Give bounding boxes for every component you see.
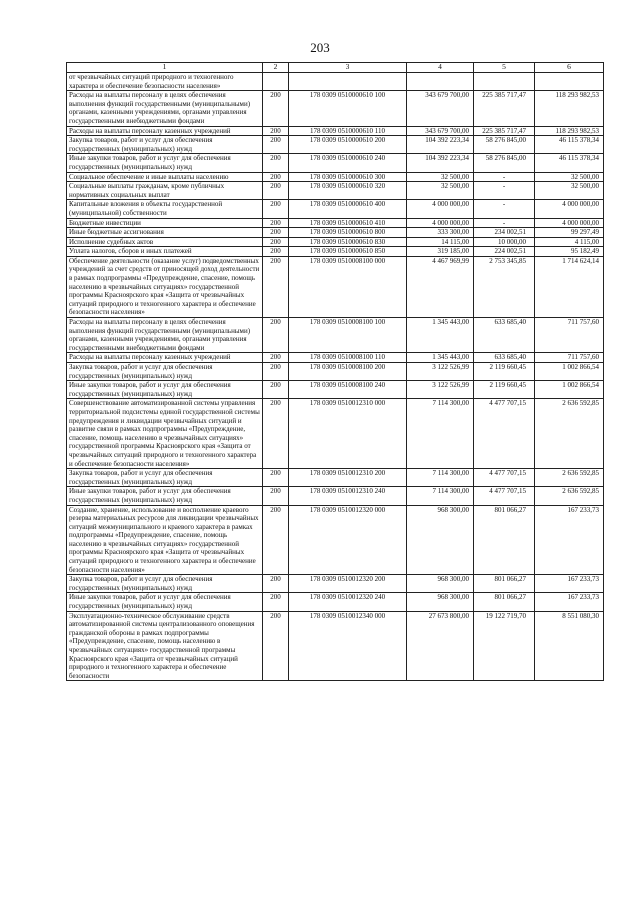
row-fact-amount: - xyxy=(474,172,535,182)
row-rest-amount: 1 002 866,54 xyxy=(535,381,604,399)
row-grbs-cell: 200 xyxy=(263,237,289,247)
row-plan-amount: 319 185,00 xyxy=(407,247,474,257)
row-code-cell: 178 0309 0510000610 110 xyxy=(289,126,407,136)
row-grbs-cell: 200 xyxy=(263,469,289,487)
row-grbs-cell: 200 xyxy=(263,172,289,182)
row-grbs-cell: 200 xyxy=(263,182,289,200)
table-row xyxy=(67,611,604,681)
row-code-cell: 178 0309 0510008100 200 xyxy=(289,363,407,381)
row-plan-amount: 27 673 800,00 xyxy=(407,611,474,681)
row-grbs-cell: 200 xyxy=(263,318,289,353)
row-code-cell: 178 0309 0510012320 200 xyxy=(289,575,407,593)
table-row xyxy=(67,353,604,363)
row-code-cell: 178 0309 0510012320 240 xyxy=(289,593,407,611)
row-plan-amount: 343 679 700,00 xyxy=(407,91,474,126)
row-grbs-cell: 200 xyxy=(263,256,289,317)
row-rest-amount: 32 500,00 xyxy=(535,172,604,182)
row-name-cell: Обеспечение деятельности (оказание услуг) подведомственных учреждений за счет средств от приносящей доход деятельности в рамках подпрограммы «Предупреждение, спасение, помощь населению в чрезвычайных ситуациях» государственной программы Красноярского края «Защита от чрезвычайных ситуаций природного и техногенного характера и обеспечение безопасности населения» xyxy=(67,256,263,317)
row-rest-amount: 46 115 378,34 xyxy=(535,136,604,154)
row-name-cell: от чрезвычайных ситуаций природного и техногенного характера и обеспечение безопасности населения» xyxy=(67,73,263,91)
row-rest-amount xyxy=(535,73,604,91)
row-name-cell: Иные закупки товаров, работ и услуг для обеспечения государственных (муниципальных) нужд xyxy=(67,154,263,172)
table-row xyxy=(67,381,604,399)
row-fact-amount: 633 685,40 xyxy=(474,318,535,353)
table-row xyxy=(67,200,604,218)
row-code-cell: 178 0309 0510012320 000 xyxy=(289,505,407,575)
row-rest-amount: 4 115,00 xyxy=(535,237,604,247)
row-fact-amount: - xyxy=(474,182,535,200)
table-row xyxy=(67,237,604,247)
row-name-cell: Эксплуатационно-техническое обслуживание средств автоматизированной системы централизованного оповещения гражданской обороны в рамках подпрограммы «Предупреждение, спасение, помощь населению в чрезвычайных ситуациях» государственной программы Красноярского края «Защита от чрезвычайных ситуаций природного и техногенного характера и обеспечение безопасности xyxy=(67,611,263,681)
row-grbs-cell: 200 xyxy=(263,136,289,154)
row-plan-amount: 1 345 443,00 xyxy=(407,318,474,353)
row-grbs-cell: 200 xyxy=(263,593,289,611)
row-grbs-cell: 200 xyxy=(263,126,289,136)
table-row xyxy=(67,505,604,575)
row-plan-amount: 4 000 000,00 xyxy=(407,200,474,218)
table-row xyxy=(67,593,604,611)
row-plan-amount: 968 300,00 xyxy=(407,593,474,611)
row-fact-amount: 225 385 717,47 xyxy=(474,126,535,136)
row-grbs-cell: 200 xyxy=(263,363,289,381)
row-plan-amount: 343 679 700,00 xyxy=(407,126,474,136)
row-plan-amount: 7 114 300,00 xyxy=(407,399,474,469)
row-name-cell: Иные закупки товаров, работ и услуг для обеспечения государственных (муниципальных) нужд xyxy=(67,593,263,611)
row-grbs-cell: 200 xyxy=(263,228,289,238)
row-fact-amount: 224 002,51 xyxy=(474,247,535,257)
table-row xyxy=(67,228,604,238)
row-name-cell: Расходы на выплаты персоналу казенных учреждений xyxy=(67,353,263,363)
row-plan-amount: 1 345 443,00 xyxy=(407,353,474,363)
row-grbs-cell: 200 xyxy=(263,247,289,257)
row-code-cell: 178 0309 0510000610 800 xyxy=(289,228,407,238)
row-code-cell: 178 0309 0510008100 110 xyxy=(289,353,407,363)
row-name-cell: Социальные выплаты гражданам, кроме публичных нормативных социальных выплат xyxy=(67,182,263,200)
row-fact-amount xyxy=(474,73,535,91)
row-grbs-cell: 200 xyxy=(263,91,289,126)
row-fact-amount: 2 119 660,45 xyxy=(474,363,535,381)
row-code-cell: 178 0309 0510012340 000 xyxy=(289,611,407,681)
table-row xyxy=(67,182,604,200)
table-row xyxy=(67,363,604,381)
row-name-cell: Закупка товаров, работ и услуг для обеспечения государственных (муниципальных) нужд xyxy=(67,363,263,381)
row-grbs-cell: 200 xyxy=(263,611,289,681)
table-row xyxy=(67,256,604,317)
row-rest-amount: 95 182,49 xyxy=(535,247,604,257)
row-code-cell: 178 0309 0510012310 200 xyxy=(289,469,407,487)
row-fact-amount: 58 276 845,00 xyxy=(474,154,535,172)
row-code-cell: 178 0309 0510000610 320 xyxy=(289,182,407,200)
row-fact-amount: - xyxy=(474,218,535,228)
row-fact-amount: 10 000,00 xyxy=(474,237,535,247)
row-fact-amount: 4 477 707,15 xyxy=(474,469,535,487)
row-fact-amount: - xyxy=(474,200,535,218)
table-row xyxy=(67,399,604,469)
row-plan-amount: 14 115,00 xyxy=(407,237,474,247)
row-plan-amount: 3 122 526,99 xyxy=(407,381,474,399)
row-fact-amount: 2 119 660,45 xyxy=(474,381,535,399)
row-fact-amount: 58 276 845,00 xyxy=(474,136,535,154)
row-grbs-cell: 200 xyxy=(263,154,289,172)
table-row xyxy=(67,487,604,505)
column-header: 5 xyxy=(474,63,535,73)
row-plan-amount: 32 500,00 xyxy=(407,172,474,182)
column-header: 2 xyxy=(263,63,289,73)
row-name-cell: Закупка товаров, работ и услуг для обеспечения государственных (муниципальных) нужд xyxy=(67,136,263,154)
row-rest-amount: 711 757,60 xyxy=(535,353,604,363)
row-rest-amount: 32 500,00 xyxy=(535,182,604,200)
table-row xyxy=(67,91,604,126)
row-fact-amount: 4 477 707,15 xyxy=(474,487,535,505)
table-row xyxy=(67,218,604,228)
column-header: 4 xyxy=(407,63,474,73)
row-code-cell: 178 0309 0510000610 300 xyxy=(289,172,407,182)
table-row xyxy=(67,318,604,353)
row-name-cell: Совершенствование автоматизированной системы управления территориальной подсистемы единой государственной системы предупреждения и ликвидации чрезвычайных ситуаций и развитие связи в рамках подпрограммы «Предупреждение, спасение, помощь населению в чрезвычайных ситуациях» государственной программы Красноярского края «Защита от чрезвычайных ситуаций природного и техногенного характера и обеспечение безопасности населения» xyxy=(67,399,263,469)
row-name-cell: Иные бюджетные ассигнования xyxy=(67,228,263,238)
table-row xyxy=(67,469,604,487)
table-row xyxy=(67,575,604,593)
row-code-cell: 178 0309 0510000610 400 xyxy=(289,200,407,218)
row-grbs-cell: 200 xyxy=(263,381,289,399)
row-plan-amount: 4 467 969,99 xyxy=(407,256,474,317)
row-fact-amount: 801 066,27 xyxy=(474,575,535,593)
row-code-cell: 178 0309 0510008100 000 xyxy=(289,256,407,317)
row-rest-amount: 167 233,73 xyxy=(535,593,604,611)
table-row xyxy=(67,136,604,154)
row-rest-amount: 711 757,60 xyxy=(535,318,604,353)
column-header: 6 xyxy=(535,63,604,73)
budget-execution-table xyxy=(66,62,604,681)
row-code-cell xyxy=(289,73,407,91)
table-row xyxy=(67,154,604,172)
row-code-cell: 178 0309 0510008100 240 xyxy=(289,381,407,399)
row-grbs-cell: 200 xyxy=(263,399,289,469)
row-plan-amount: 104 392 223,34 xyxy=(407,154,474,172)
row-rest-amount: 8 551 080,30 xyxy=(535,611,604,681)
row-grbs-cell: 200 xyxy=(263,575,289,593)
row-fact-amount: 801 066,27 xyxy=(474,505,535,575)
column-header: 3 xyxy=(289,63,407,73)
row-rest-amount: 167 233,73 xyxy=(535,505,604,575)
row-rest-amount: 4 000 000,00 xyxy=(535,200,604,218)
row-grbs-cell: 200 xyxy=(263,353,289,363)
row-fact-amount: 234 002,51 xyxy=(474,228,535,238)
row-rest-amount: 4 000 000,00 xyxy=(535,218,604,228)
table-row xyxy=(67,126,604,136)
row-fact-amount: 2 753 345,85 xyxy=(474,256,535,317)
table-row xyxy=(67,73,604,91)
row-code-cell: 178 0309 0510000610 200 xyxy=(289,136,407,154)
row-plan-amount xyxy=(407,73,474,91)
row-grbs-cell xyxy=(263,73,289,91)
row-code-cell: 178 0309 0510000610 410 xyxy=(289,218,407,228)
row-name-cell: Бюджетные инвестиции xyxy=(67,218,263,228)
row-name-cell: Расходы на выплаты персоналу казенных учреждений xyxy=(67,126,263,136)
row-name-cell: Исполнение судебных актов xyxy=(67,237,263,247)
row-name-cell: Создание, хранение, использование и восполнение краевого резерва материальных ресурсов для ликвидации чрезвычайных ситуаций межмуниципального и краевого характера в рамках подпрограммы «Предупреждение, спасение, помощь населению в чрезвычайных ситуациях» государственной программы Красноярского края «Защита от чрезвычайных ситуаций природного и техногенного характера и обеспечение безопасности населения» xyxy=(67,505,263,575)
row-code-cell: 178 0309 0510000610 100 xyxy=(289,91,407,126)
row-fact-amount: 633 685,40 xyxy=(474,353,535,363)
row-rest-amount: 46 115 378,34 xyxy=(535,154,604,172)
row-code-cell: 178 0309 0510008100 100 xyxy=(289,318,407,353)
row-fact-amount: 4 477 707,15 xyxy=(474,399,535,469)
row-plan-amount: 968 300,00 xyxy=(407,575,474,593)
row-name-cell: Социальное обеспечение и иные выплаты населению xyxy=(67,172,263,182)
row-rest-amount: 99 297,49 xyxy=(535,228,604,238)
row-plan-amount: 32 500,00 xyxy=(407,182,474,200)
row-plan-amount: 7 114 300,00 xyxy=(407,469,474,487)
row-rest-amount: 1 714 624,14 xyxy=(535,256,604,317)
row-rest-amount: 2 636 592,85 xyxy=(535,399,604,469)
row-plan-amount: 4 000 000,00 xyxy=(407,218,474,228)
row-rest-amount: 118 293 982,53 xyxy=(535,91,604,126)
row-grbs-cell: 200 xyxy=(263,218,289,228)
row-rest-amount: 2 636 592,85 xyxy=(535,487,604,505)
row-name-cell: Закупка товаров, работ и услуг для обеспечения государственных (муниципальных) нужд xyxy=(67,469,263,487)
row-plan-amount: 333 300,00 xyxy=(407,228,474,238)
row-name-cell: Капитальные вложения в объекты государственной (муниципальной) собственности xyxy=(67,200,263,218)
row-fact-amount: 801 066,27 xyxy=(474,593,535,611)
row-code-cell: 178 0309 0510012310 240 xyxy=(289,487,407,505)
row-grbs-cell: 200 xyxy=(263,200,289,218)
row-rest-amount: 118 293 982,53 xyxy=(535,126,604,136)
row-rest-amount: 1 002 866,54 xyxy=(535,363,604,381)
row-rest-amount: 167 233,73 xyxy=(535,575,604,593)
row-plan-amount: 3 122 526,99 xyxy=(407,363,474,381)
row-name-cell: Уплата налогов, сборов и иных платежей xyxy=(67,247,263,257)
row-grbs-cell: 200 xyxy=(263,505,289,575)
row-grbs-cell: 200 xyxy=(263,487,289,505)
row-plan-amount: 7 114 300,00 xyxy=(407,487,474,505)
table-header-row xyxy=(67,63,604,73)
row-name-cell: Расходы на выплаты персоналу в целях обеспечения выполнения функций государственными (муниципальными) органами, казенными учреждениями, органами управления государственными внебюджетными фондами xyxy=(67,318,263,353)
row-name-cell: Расходы на выплаты персоналу в целях обеспечения выполнения функций государственными (муниципальными) органами, казенными учреждениями, органами управления государственными внебюджетными фондами xyxy=(67,91,263,126)
row-code-cell: 178 0309 0510000610 240 xyxy=(289,154,407,172)
row-name-cell: Иные закупки товаров, работ и услуг для обеспечения государственных (муниципальных) нужд xyxy=(67,487,263,505)
table-body xyxy=(67,73,604,681)
page-number: 203 xyxy=(310,40,330,55)
row-plan-amount: 968 300,00 xyxy=(407,505,474,575)
row-fact-amount: 19 122 719,70 xyxy=(474,611,535,681)
table-row xyxy=(67,172,604,182)
row-plan-amount: 104 392 223,34 xyxy=(407,136,474,154)
row-code-cell: 178 0309 0510000610 850 xyxy=(289,247,407,257)
row-name-cell: Закупка товаров, работ и услуг для обеспечения государственных (муниципальных) нужд xyxy=(67,575,263,593)
row-rest-amount: 2 636 592,85 xyxy=(535,469,604,487)
column-header: 1 xyxy=(67,63,263,73)
table-row xyxy=(67,247,604,257)
row-code-cell: 178 0309 0510012310 000 xyxy=(289,399,407,469)
row-code-cell: 178 0309 0510000610 830 xyxy=(289,237,407,247)
row-fact-amount: 225 385 717,47 xyxy=(474,91,535,126)
row-name-cell: Иные закупки товаров, работ и услуг для обеспечения государственных (муниципальных) нужд xyxy=(67,381,263,399)
